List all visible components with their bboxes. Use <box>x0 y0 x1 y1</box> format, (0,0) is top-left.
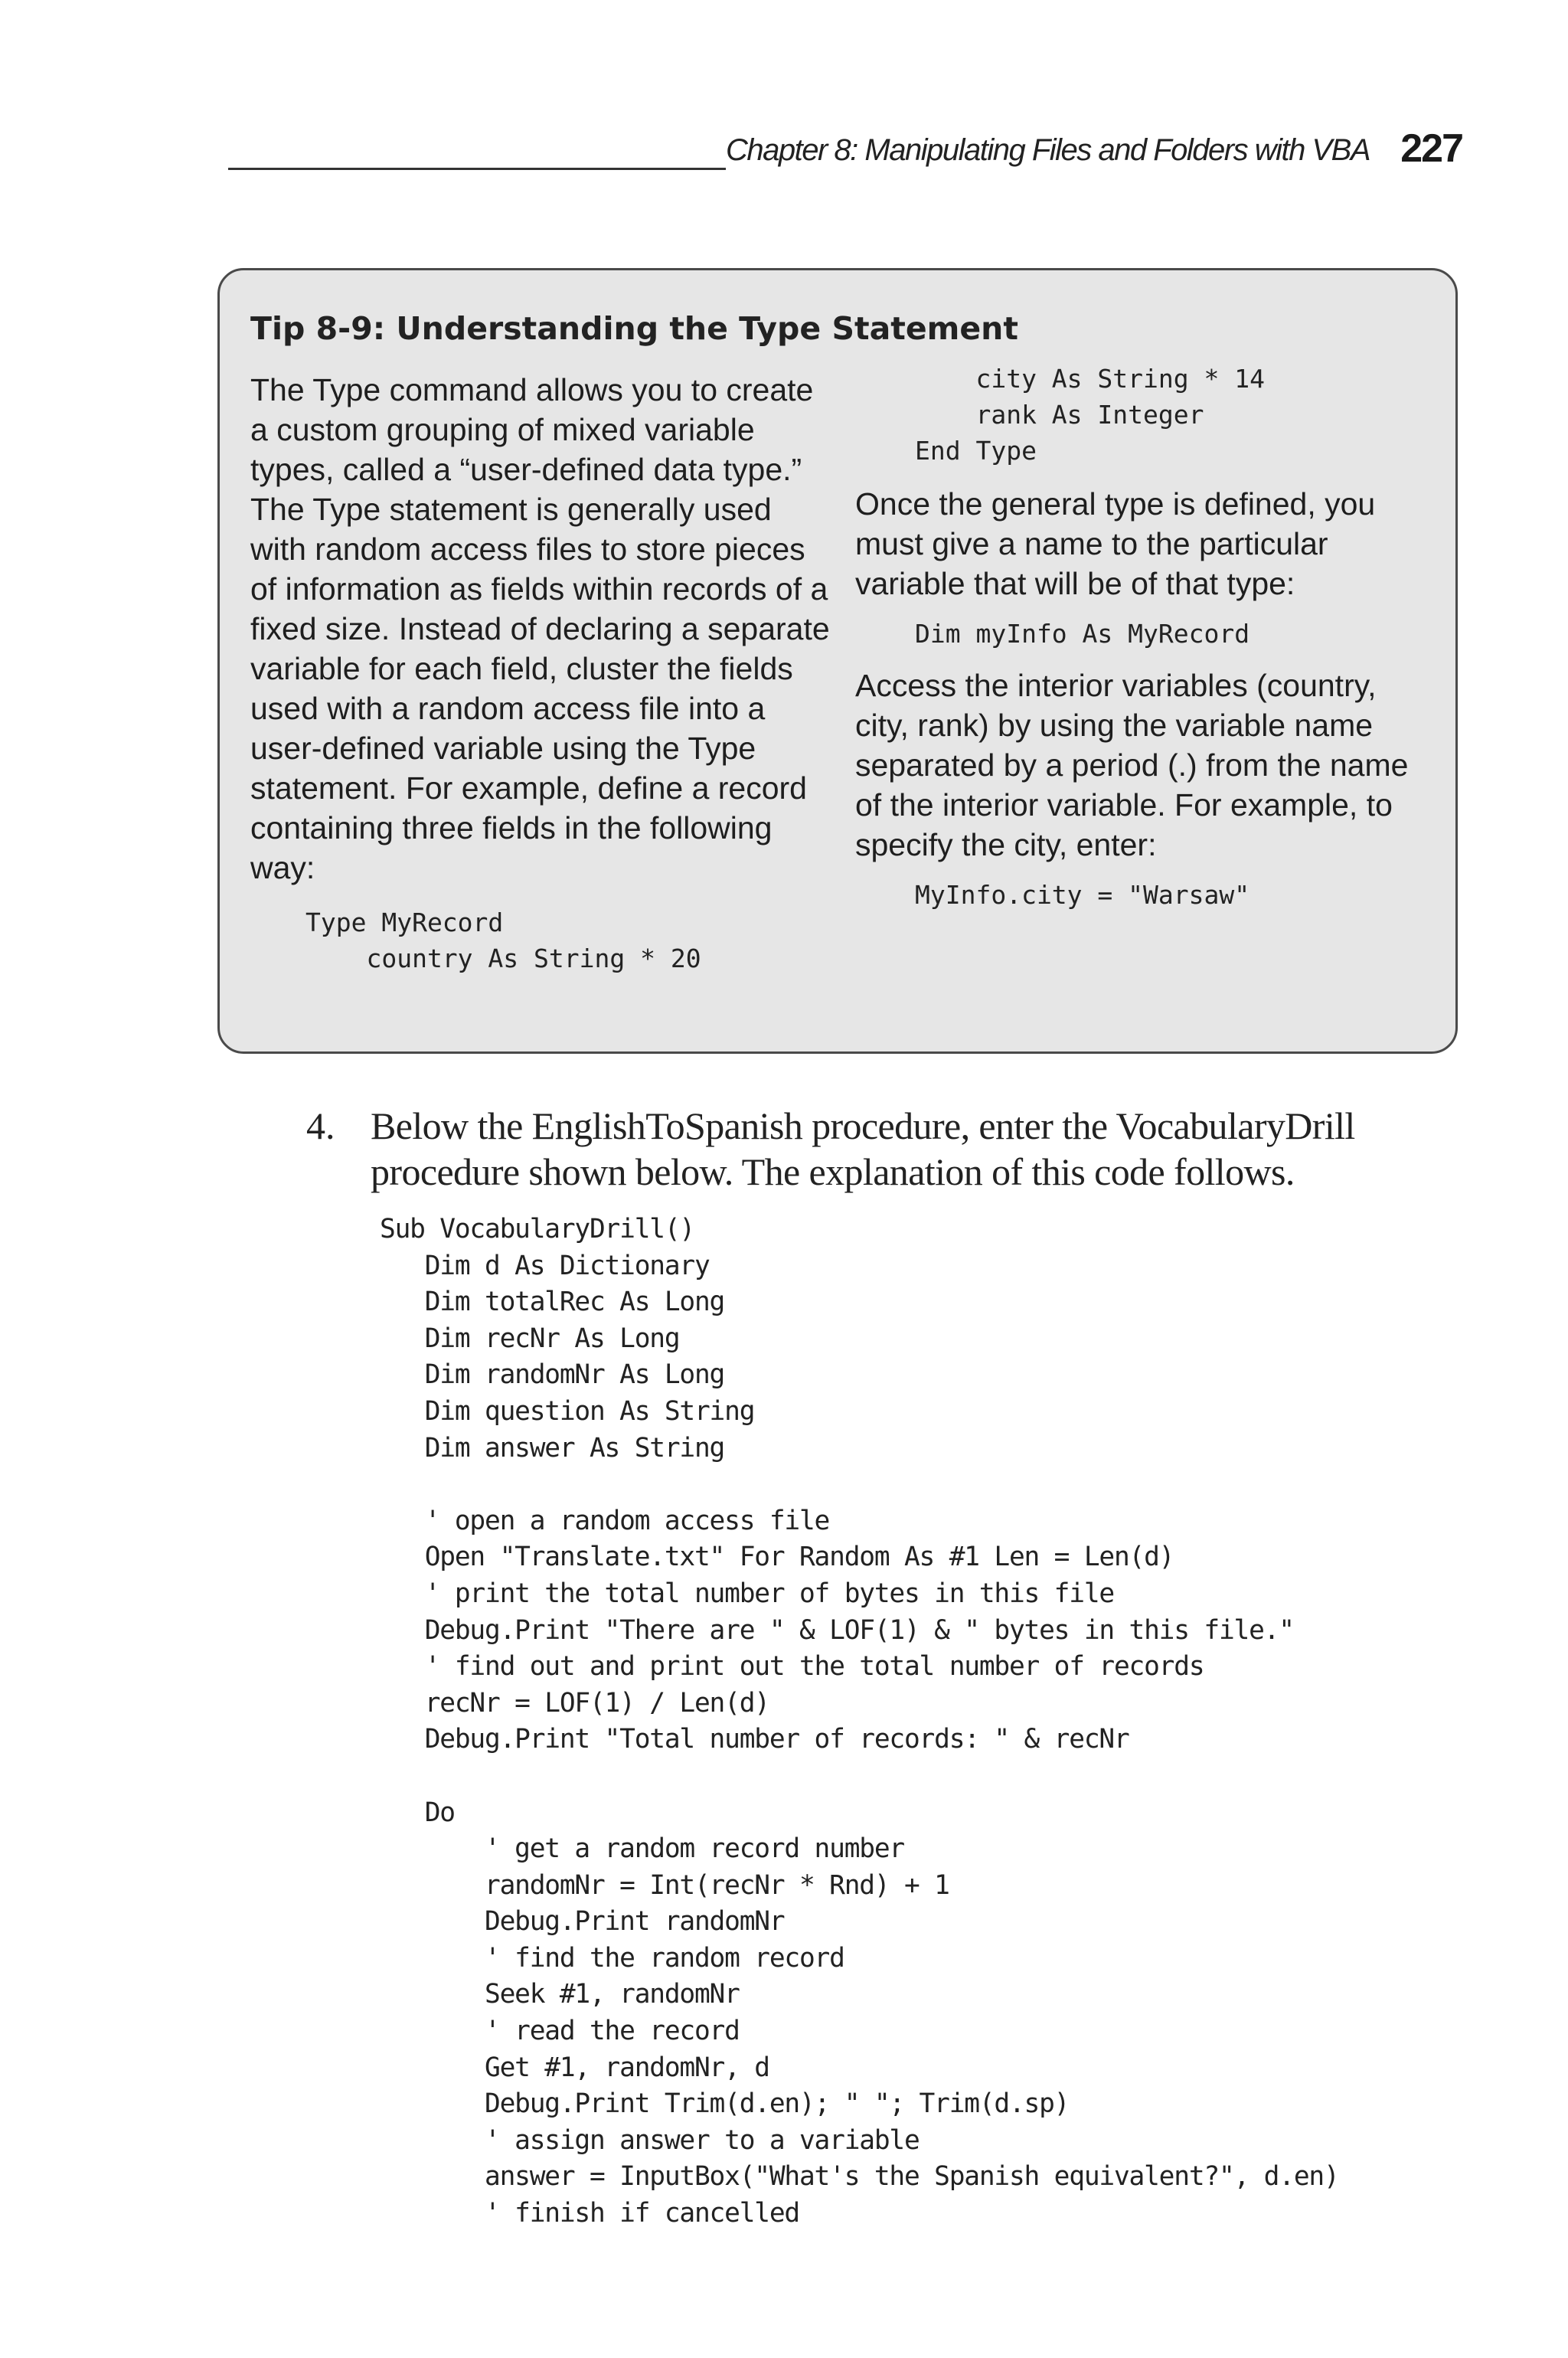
tip-paragraph-intro: The Type command allows you to create a custom grouping of mixed variable types, called a “user-defined data type.” The Type statement is generally used with random access files to store pieces of information as fields within records of a fixed size. Instead of declaring a separate variable for each field, cluster the fields used with a random access file into a user-defined variable using the Type statement. For example, define a record containing three fields in the following way: <box>250 372 830 885</box>
header-rule <box>228 168 726 170</box>
tip-title: Tip 8-9: Understanding the Type Statement <box>250 310 1018 347</box>
step-number: 4. <box>306 1104 335 1147</box>
tip-code-type-continuation: city As String * 14 rank As Integer End Type <box>915 364 1265 466</box>
tip-code-type-declaration: Type MyRecord country As String * 20 <box>305 908 701 973</box>
tip-paragraph-define-name: Once the general type is defined, you must give a name to the particular variable that will be of that type: <box>855 486 1376 601</box>
page-number: 227 <box>1400 126 1462 171</box>
chapter-title: Chapter 8: Manipulating Files and Folders with VBA <box>726 133 1370 167</box>
code-listing: Sub VocabularyDrill() Dim d As Dictionary Dim totalRec As Long Dim recNr As Long Dim randomNr As Long Dim question As String Dim answer As String ' open a random access file Open "Translate.txt" For Random As #1 Len = Len(d) ' print the total number of bytes in this file Debug.Print "There are " & LOF(1) & " bytes in this file." ' find out and print out the total number of records recNr = LOF(1) / Len(d) Debug.Print "Total number of records: " & recNr Do ' get a random record number randomNr = Int(recNr * Rnd) + 1 Debug.Print randomNr ' find the random record Seek #1, randomNr ' read the record Get #1, randomNr, d Debug.Print Trim(d.en); " "; Trim(d.sp) ' assign answer to a variable answer = InputBox("What's the Spanish equivalent?", d.en) ' finish if cancelled <box>380 1214 1339 2229</box>
running-header <box>228 126 1462 172</box>
tip-code-dim: Dim myInfo As MyRecord <box>915 619 1250 649</box>
tip-right-column <box>855 364 1437 913</box>
step-text: Below the EnglishToSpanish procedure, enter the VocabularyDrill procedure shown below. The explanation of this code follows. <box>371 1104 1355 1193</box>
tip-code-example: MyInfo.city = "Warsaw" <box>915 880 1250 910</box>
tip-paragraph-access: Access the interior variables (country, city, rank) by using the variable name separated by a period (.) from the name of the interior variable. For example, to specify the city, enter: <box>855 668 1409 862</box>
tip-box <box>217 268 1458 1054</box>
tip-left-column <box>250 370 832 976</box>
